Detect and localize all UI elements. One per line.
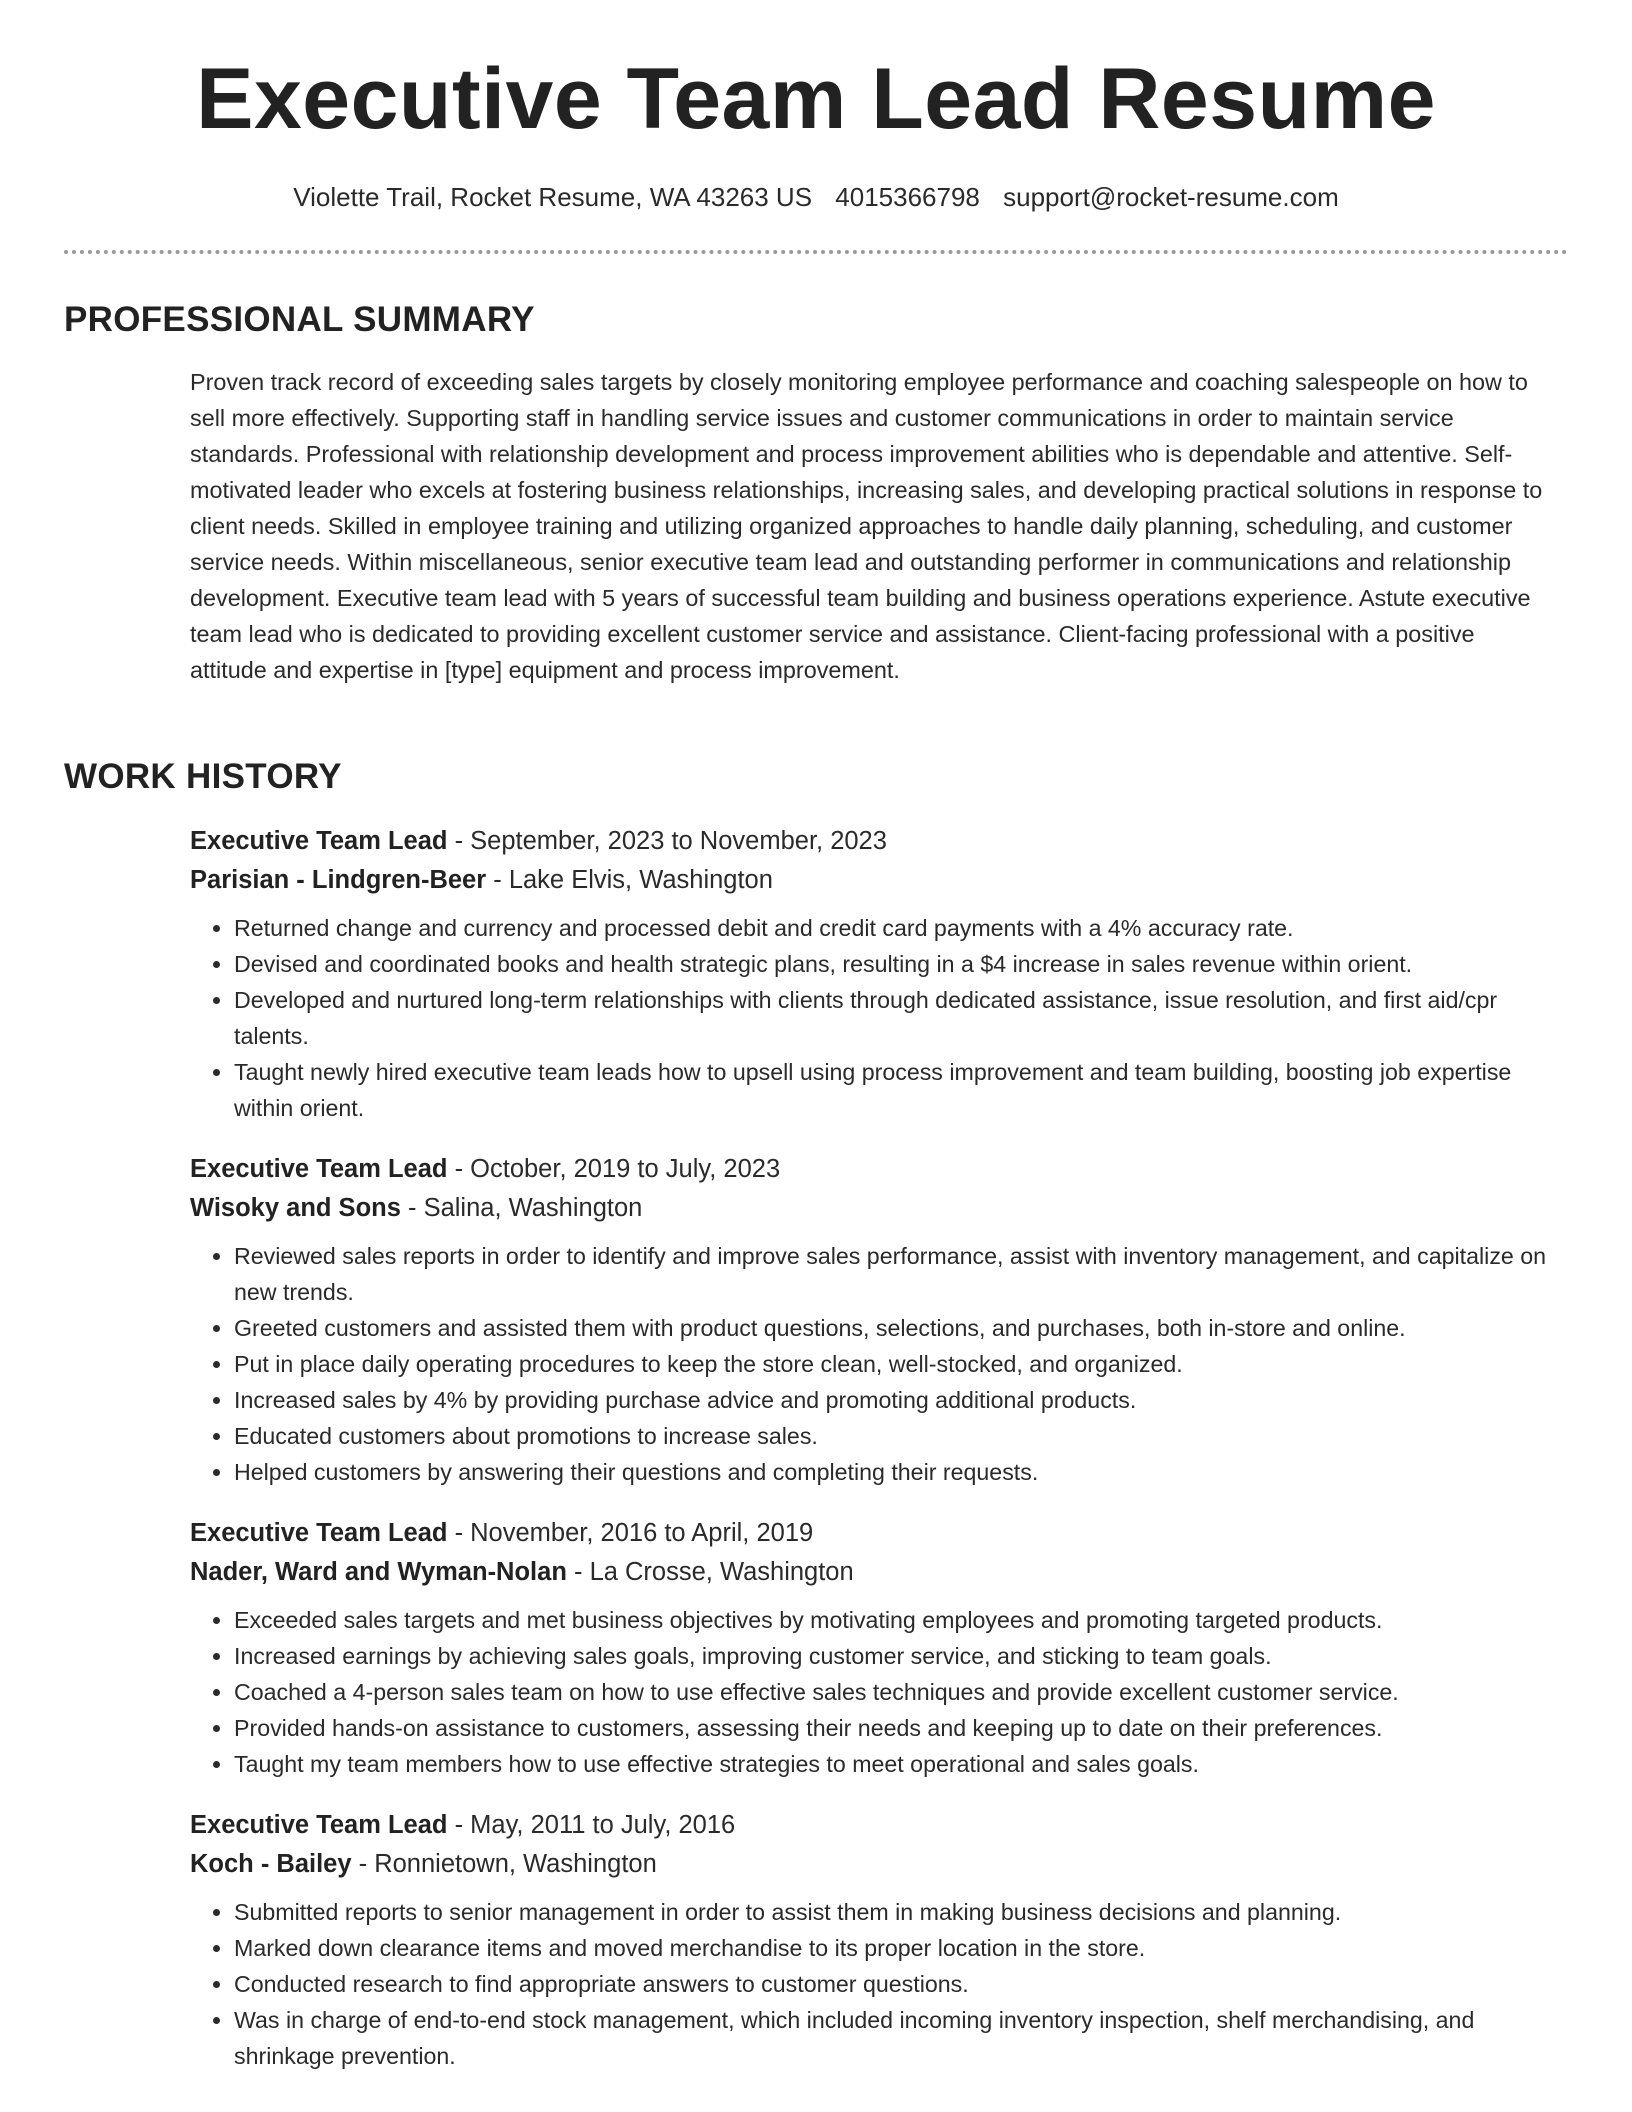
job-entry [190, 1150, 1568, 1490]
job-dates: - September, 2023 to November, 2023 [447, 827, 887, 855]
work-history-heading: WORK HISTORY [64, 757, 342, 796]
job-company: Wisoky and Sons [190, 1194, 401, 1222]
job-bullet: • Devised and coordinated books and health strategic plans, resulting in a $4 increase in sales revenue within orient. [234, 946, 1568, 982]
professional-summary-heading: PROFESSIONAL SUMMARY [64, 300, 535, 339]
job-entry [190, 822, 1568, 1126]
job-title-line [190, 822, 1568, 861]
job-bullet: • Coached a 4-person sales team on how to use effective sales techniques and provide excellent customer service. [234, 1674, 1568, 1710]
job-bullet: • Submitted reports to senior management in order to assist them in making business decisions and planning. [234, 1894, 1568, 1930]
job-bullet: • Educated customers about promotions to increase sales. [234, 1418, 1568, 1454]
job-bullet: • Returned change and currency and processed debit and credit card payments with a 4% accuracy rate. [234, 910, 1568, 946]
contact-phone: 4015366798 [835, 182, 980, 212]
job-title-line [190, 1806, 1568, 1845]
job-bullet: • Increased earnings by achieving sales goals, improving customer service, and sticking to team goals. [234, 1638, 1568, 1674]
job-bullet: • Provided hands-on assistance to customers, assessing their needs and keeping up to date on their preferences. [234, 1710, 1568, 1746]
job-bullet: • Exceeded sales targets and met business objectives by motivating employees and promoting targeted products. [234, 1602, 1568, 1638]
job-bullet: • Taught newly hired executive team leads how to upsell using process improvement and team building, boosting job expertise within orient. [234, 1054, 1568, 1126]
job-bullets [190, 910, 1568, 1126]
job-title: Executive Team Lead [190, 827, 448, 855]
job-entry [190, 1806, 1568, 2074]
job-dates: - October, 2019 to July, 2023 [447, 1155, 781, 1183]
job-location: - Lake Elvis, Washington [486, 866, 773, 894]
job-bullets [190, 1602, 1568, 1782]
job-company-line [190, 1189, 1568, 1228]
job-dates: - November, 2016 to April, 2019 [447, 1519, 814, 1547]
job-bullet: • Helped customers by answering their questions and completing their requests. [234, 1454, 1568, 1490]
job-bullet: • Reviewed sales reports in order to identify and improve sales performance, assist with inventory management, and capitalize on new trends. [234, 1238, 1568, 1310]
job-company: Koch - Bailey [190, 1850, 352, 1878]
job-bullet: • Increased sales by 4% by providing purchase advice and promoting additional products. [234, 1382, 1568, 1418]
job-bullet: • Taught my team members how to use effective strategies to meet operational and sales goals. [234, 1746, 1568, 1782]
contact-line [0, 182, 1632, 213]
job-title: Executive Team Lead [190, 1155, 448, 1183]
job-company-line [190, 1845, 1568, 1884]
job-bullet: • Conducted research to find appropriate answers to customer questions. [234, 1966, 1568, 2002]
job-title: Executive Team Lead [190, 1519, 448, 1547]
work-history-list [190, 822, 1568, 2098]
job-bullet: • Greeted customers and assisted them with product questions, selections, and purchases, both in-store and online. [234, 1310, 1568, 1346]
job-location: - Salina, Washington [400, 1194, 643, 1222]
job-title-line [190, 1150, 1568, 1189]
job-bullets [190, 1238, 1568, 1490]
job-title: Executive Team Lead [190, 1811, 448, 1839]
job-company: Parisian - Lindgren-Beer [190, 866, 487, 894]
page-title: Executive Team Lead Resume [196, 51, 1436, 147]
contact-address: Violette Trail, Rocket Resume, WA 43263 US [293, 182, 813, 212]
job-company-line [190, 1553, 1568, 1592]
job-bullet: • Marked down clearance items and moved merchandise to its proper location in the store. [234, 1930, 1568, 1966]
professional-summary-text: Proven track record of exceeding sales targets by closely monitoring employee performance and coaching salespeople on how to sell more effectively. Supporting staff in handling service issues and customer communications in order to maintain service standards. Professional with relationship development and process improvement abilities who is dependable and attentive. Self-motivated leader who excels at fostering business relationships, increasing sales, and developing practical solutions in response to client needs. Skilled in employee training and utilizing organized approaches to handle daily planning, scheduling, and customer service needs. Within miscellaneous, senior executive team lead and outstanding performer in communications and relationship development. Executive team lead with 5 years of successful team building and business operations experience. Astute executive team lead who is dedicated to providing excellent customer service and assistance. Client-facing professional with a positive attitude and expertise in [type] equipment and process improvement. [190, 369, 1543, 683]
job-bullet: • Put in place daily operating procedures to keep the store clean, well-stocked, and organized. [234, 1346, 1568, 1382]
job-entry [190, 1514, 1568, 1782]
header-divider [64, 250, 1568, 254]
job-bullet: • Was in charge of end-to-end stock management, which included incoming inventory inspection, shelf merchandising, and shrinkage prevention. [234, 2002, 1568, 2074]
job-bullet: • Developed and nurtured long-term relationships with clients through dedicated assistance, issue resolution, and first aid/cpr talents. [234, 982, 1568, 1054]
job-bullets [190, 1894, 1568, 2074]
job-dates: - May, 2011 to July, 2016 [447, 1811, 736, 1839]
job-location: - La Crosse, Washington [566, 1558, 854, 1586]
job-company: Nader, Ward and Wyman-Nolan [190, 1558, 567, 1586]
job-title-line [190, 1514, 1568, 1553]
contact-email: support@rocket-resume.com [1003, 182, 1339, 212]
job-company-line [190, 861, 1568, 900]
job-location: - Ronnietown, Washington [351, 1850, 657, 1878]
